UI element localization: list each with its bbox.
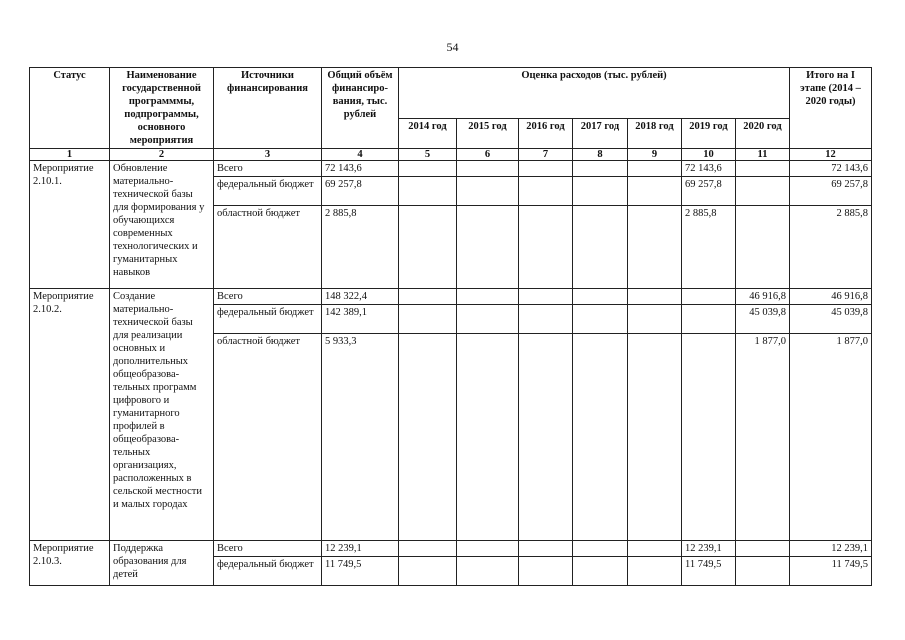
page-number: 54 — [446, 40, 459, 54]
total-amount: 148 322,4 — [322, 289, 399, 305]
header-year: 2020 год — [736, 119, 790, 149]
column-number: 7 — [519, 149, 573, 161]
table-row — [30, 541, 872, 557]
empty-cell — [628, 161, 682, 177]
empty-cell — [457, 206, 519, 289]
total-amount: 142 389,1 — [322, 305, 399, 334]
empty-cell — [519, 305, 573, 334]
stage-total-amount: 12 239,1 — [790, 541, 872, 557]
empty-cell — [399, 161, 457, 177]
table-row — [30, 161, 872, 177]
empty-cell — [573, 177, 628, 206]
column-number: 8 — [573, 149, 628, 161]
stage-total-amount: 11 749,5 — [790, 557, 872, 586]
header-total: Общий объём финансиро-вания, тыс. рублей — [322, 68, 399, 149]
total-amount: 5 933,3 — [322, 334, 399, 541]
empty-cell — [628, 289, 682, 305]
activity-status: Мероприятие 2.10.3. — [30, 541, 110, 586]
stage-total-amount: 69 257,8 — [790, 177, 872, 206]
header-estimate: Оценка расходов (тыс. рублей) — [399, 68, 790, 119]
empty-cell — [573, 206, 628, 289]
header-year: 2015 год — [457, 119, 519, 149]
activity-status: Мероприятие 2.10.2. — [30, 289, 110, 541]
column-number: 4 — [322, 149, 399, 161]
empty-cell — [399, 177, 457, 206]
activity-name: Поддержка образования для детей — [110, 541, 214, 586]
empty-cell — [573, 289, 628, 305]
amount-2019: 12 239,1 — [682, 541, 736, 557]
empty-cell — [628, 206, 682, 289]
empty-cell — [399, 557, 457, 586]
amount-2020 — [736, 161, 790, 177]
amount-2020 — [736, 541, 790, 557]
table-row — [30, 289, 872, 305]
empty-cell — [519, 206, 573, 289]
empty-cell — [573, 334, 628, 541]
empty-cell — [457, 305, 519, 334]
stage-total-amount: 45 039,8 — [790, 305, 872, 334]
amount-2019: 2 885,8 — [682, 206, 736, 289]
empty-cell — [457, 177, 519, 206]
empty-cell — [519, 289, 573, 305]
amount-2019: 11 749,5 — [682, 557, 736, 586]
column-number: 9 — [628, 149, 682, 161]
empty-cell — [457, 334, 519, 541]
empty-cell — [399, 334, 457, 541]
empty-cell — [573, 557, 628, 586]
empty-cell — [457, 557, 519, 586]
amount-2020 — [736, 177, 790, 206]
header-stage-total: Итого на I этапе (2014 – 2020 годы) — [790, 68, 872, 149]
activity-status: Мероприятие 2.10.1. — [30, 161, 110, 289]
funding-source: федеральный бюджет — [214, 177, 322, 206]
column-number: 12 — [790, 149, 872, 161]
empty-cell — [628, 334, 682, 541]
header-year: 2014 год — [399, 119, 457, 149]
header-year: 2018 год — [628, 119, 682, 149]
total-amount: 12 239,1 — [322, 541, 399, 557]
funding-source: федеральный бюджет — [214, 305, 322, 334]
column-number: 11 — [736, 149, 790, 161]
empty-cell — [399, 289, 457, 305]
stage-total-amount: 46 916,8 — [790, 289, 872, 305]
header-year: 2019 год — [682, 119, 736, 149]
header-status: Статус — [30, 68, 110, 149]
amount-2019 — [682, 305, 736, 334]
budget-table — [29, 67, 872, 586]
column-number: 3 — [214, 149, 322, 161]
stage-total-amount: 72 143,6 — [790, 161, 872, 177]
column-number: 6 — [457, 149, 519, 161]
empty-cell — [573, 541, 628, 557]
empty-cell — [519, 557, 573, 586]
amount-2020: 45 039,8 — [736, 305, 790, 334]
total-amount: 72 143,6 — [322, 161, 399, 177]
empty-cell — [628, 557, 682, 586]
empty-cell — [457, 161, 519, 177]
amount-2020: 46 916,8 — [736, 289, 790, 305]
header-year: 2017 год — [573, 119, 628, 149]
amount-2020 — [736, 206, 790, 289]
empty-cell — [519, 177, 573, 206]
column-number: 2 — [110, 149, 214, 161]
amount-2020: 1 877,0 — [736, 334, 790, 541]
amount-2019: 69 257,8 — [682, 177, 736, 206]
header-name: Наименование государственной программмы, подпрограммы, основного мероприятия — [110, 68, 214, 149]
empty-cell — [399, 541, 457, 557]
empty-cell — [519, 541, 573, 557]
empty-cell — [519, 161, 573, 177]
activity-name: Обновление материально-технической базы для формирования у обучающихся современных технологических и гуманитарных навыков — [110, 161, 214, 289]
total-amount: 69 257,8 — [322, 177, 399, 206]
activity-name: Создание материально-технической базы для реализации основных и дополнительных общеобразова-тельных программ цифрового и гуманитарного профилей в общеобразова-тельных организациях, расположенных в сельской местности и малых городах — [110, 289, 214, 541]
amount-2019 — [682, 334, 736, 541]
amount-2020 — [736, 557, 790, 586]
header-sources: Источники финансирования — [214, 68, 322, 149]
stage-total-amount: 1 877,0 — [790, 334, 872, 541]
empty-cell — [399, 206, 457, 289]
funding-source: Всего — [214, 289, 322, 305]
funding-source: областной бюджет — [214, 206, 322, 289]
column-number: 5 — [399, 149, 457, 161]
amount-2019: 72 143,6 — [682, 161, 736, 177]
stage-total-amount: 2 885,8 — [790, 206, 872, 289]
empty-cell — [573, 161, 628, 177]
empty-cell — [457, 289, 519, 305]
amount-2019 — [682, 289, 736, 305]
funding-source: федеральный бюджет — [214, 557, 322, 586]
empty-cell — [399, 305, 457, 334]
empty-cell — [628, 177, 682, 206]
header-year: 2016 год — [519, 119, 573, 149]
empty-cell — [573, 305, 628, 334]
empty-cell — [519, 334, 573, 541]
funding-source: Всего — [214, 161, 322, 177]
column-number: 1 — [30, 149, 110, 161]
funding-source: областной бюджет — [214, 334, 322, 541]
total-amount: 2 885,8 — [322, 206, 399, 289]
empty-cell — [457, 541, 519, 557]
column-number: 10 — [682, 149, 736, 161]
empty-cell — [628, 305, 682, 334]
empty-cell — [628, 541, 682, 557]
total-amount: 11 749,5 — [322, 557, 399, 586]
funding-source: Всего — [214, 541, 322, 557]
